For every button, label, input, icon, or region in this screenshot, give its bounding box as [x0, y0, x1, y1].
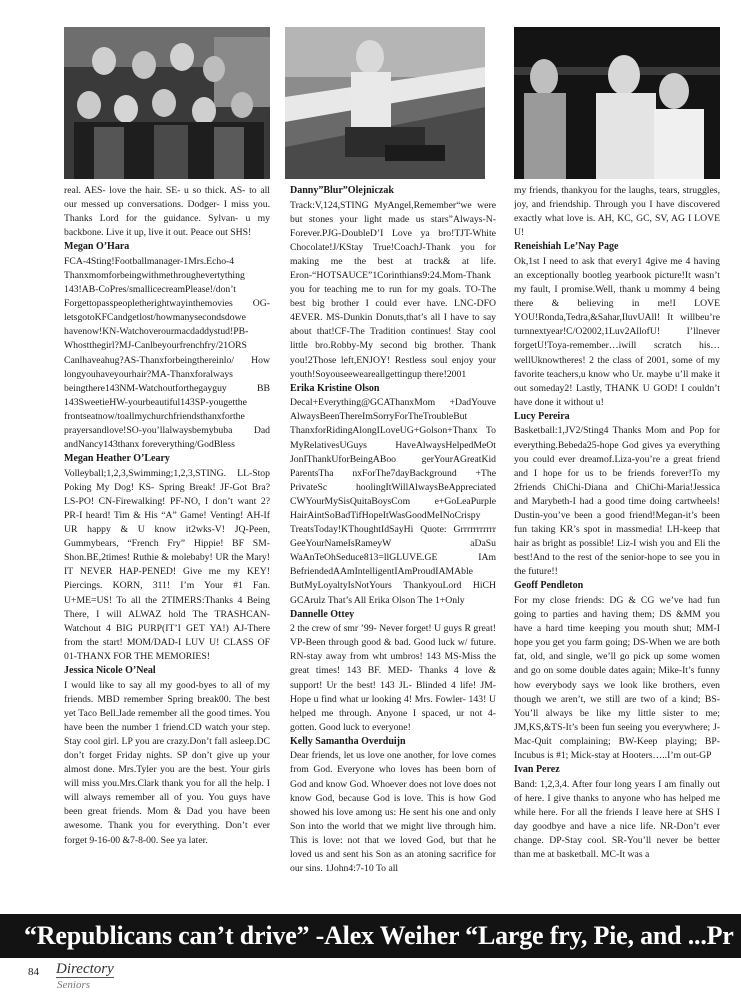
senior-name-heading: Megan Heather O’Leary: [64, 453, 170, 465]
senior-name-heading: Jessica Nicole O’Neal: [64, 665, 156, 676]
banner-quote-text: “Republicans can’t drive” -Alex Weiher “Large fry, Pie, and ...Pr: [24, 921, 734, 950]
page-number: 84: [28, 966, 39, 978]
senior-message-text: I would like to say all my good-byes to all of my friends. MBD remember Spring break00. The best yet Taco Bell.Jade remember all the good times. You have been the number 1 friend.CD watch your step. Stay cool girl. LP you are crazy.Don’t fall asleep.DC don’t forget Friday nights. SP don’t give up your almost done. Mrs.Tyler you are the best. Your girls will miss you.Mrs.Clark thank you for all the help. I will always remember all of you. You guys have been great friends. Mom & Dad you have been awesome. Thank you for everything. Don’t ever forget 9-16-00 &7-8-00. See ya later.: [64, 679, 270, 846]
senior-name-heading: Dannelle Ottey: [290, 608, 355, 620]
senior-message-text: Dear friends, let us love one another, for love comes from God. Everyone who loves has been born of God and know God. Whoever does not love does not know God, because God is love. This is how God showed his love among us: He sent his one and only Son into the world that we might live through him. This is love: not that we loved God, but that he loved us and sent his Son as an atoning sacrifice for our sins. 1John4:7-10 To all: [290, 750, 496, 875]
senior-name-heading: Erika Kristine Olson: [290, 382, 380, 394]
senior-message-text: Basketball:1,JV2/Sting4 Thanks Mom and Pop for everything.Bebeda25-hope God gives ya everything you could ever dreamof.Liza-you’re a great friend and I hope for us to be friends forever!To my 2friends ChiChi-Diana and ChiChi-Maria!Jessica and Marybeth-I had a good time doing cartwheels! Dustin-you’ve been a good friend!Megan-it’s been fun taking KR’s spot in massmedia! LH-keep that hair as bright as possible! Liz-I wish you and Eli the best!And to the rest of the senior-hope to see you in the future!!: [514, 425, 720, 578]
senior-message-text: real. AES- love the hair. SE- u so thick. AS- to all our messed up conversations. Dodger- I miss you. Thanks Lord for the guidance. Sylvan- u my backbone. Live it up, live it out. Peace out SHS!: [64, 185, 270, 239]
senior-name-heading: Lucy Pereira: [514, 410, 570, 422]
senior-message-text: For my close friends: DG & CG we’ve had fun going to parties and having them; DS &MM you have a hard time keeping you mouth shut; MM-I hope you get you farm going; DS-When we are both fat, old, and single, we’ll go pick up some women and go on some double dates again; Mike-It’s funny how everybody says we look like brothers, even though we aren’t, we still are two of a kind; BS-You’ll always be like my little sister to me; JM,KS,&TS-It’s been fun seeing you everywhere; J-Mac-Quit complaining; BW-Keep playing; BP-Incubus is #1; Mick-stay at Hooters…..I’m out-GP: [514, 594, 720, 761]
senior-name-heading: Megan O’Hara: [64, 241, 130, 253]
girl-on-track-photo: [285, 27, 485, 179]
senior-name-heading: Kelly Samantha Overduijn: [290, 735, 406, 747]
senior-name-heading: Ivan Perez: [514, 764, 560, 776]
senior-name-heading: Geoff Pendleton: [514, 580, 584, 592]
senior-name-heading: Danny”Blur”Olejniczak: [290, 185, 394, 196]
text-column-1: [64, 184, 270, 900]
text-column-2: [290, 184, 496, 900]
senior-message-text: my friends, thankyou for the laughs, tears, struggles, joy, and friendship. Through you I have discovered exactly what love is. AH, KC, GC, SV, AG I LOVE U!: [514, 185, 720, 239]
text-column-3: [514, 184, 720, 900]
section-title: Directory: [56, 961, 114, 977]
senior-message-text: Volleyball;1,2,3,Swimming;1,2,3,STING. LL-Stop Poking My Dog! KS- Spring Break! JF-Got Bra? LS-PO! CN-Firewalking! PF-NO, I don’t want 2? PR-I heard! Tim & His “A” Game! Venting! AH-If UR happy & U know it2wks-V! JQ-Peen, Gummybears, “French Fry” Hippie! BF SM-Shon.BE,2times! Ruthie & molebaby! UR the Mary! IT NEVER HAP-PENED! Give me my KEY! Piercings. KORN, 311! I’m Your #1 Fan. U+ME=US! To all the 2TIMERS:Thanks 4 Being There, I will ALWAZ hold The TRASHCAN-Watchout 4 BIG PURP(IT’I GET YA!) AJ-There from the start! MOM/DAD-I LUV U! CLASS OF 01-THANX FOR THE MEMORIES!: [64, 467, 270, 662]
friends-at-game-photo: [514, 27, 720, 179]
group-of-girls-photo: [64, 27, 270, 179]
senior-message-text: Decal+Everything@GCAThanxMom +DadYouve AlwaysBeenThereImSorryForTheTroubleBut ThanxforRidingAlongILoveUG+Golson+Thanx To MyRelativesUGuys HaveAlwaysHelpedMeOt JonIThankUforBeingABoo gerYourAGreatKid ParentsTha nxForThe7dayBackground +The PrivateSc hoolingItWillAlwaysBeAppreciated CWYourMySisQuitaBoysCom e+GoLeaPurple HairAintSoBadTifHopeItWasGoodMeINoCrispy TreatsToday!KThoughtIdSayHi Quote: Grrrrrrrrrrr GeeYourNameIsRameyW aDaSu WaAnTeOhSeduce813=llGLUVE.GE IAm BefriendedAAmIntelligentIAmProudIAMAble ButMyLoyaltyIsNotYours ThankyouLord HiCH GCArulz That’s All Erika Olson The 1+Only: [290, 397, 496, 606]
senior-message-text: 2 the crew of smr ’99- Never forget! U guys R great! VP-Been through good & bad. Good luck w/ future. RN-stay away from wht umbros! 143 MS-Miss the great times! 143 BF. MED- Thanks 4 love & support! Ur the best! 143 JL- Blinded 4 life! JM- Hope u find what ur looking 4! Mrs. Fowler- 143! U helped me through. Anyone I spaced, ur not 4-gotten. Good luck to everyone!: [290, 623, 496, 733]
senior-message-text: Band: 1,2,3,4. After four long years I am finally out of here. I give thanks to anyone who has helped me while here. For all the friends I leave here at SHS I day goodbye and have a nice life. NR-Don’t ever change. DP-Stay cool. SR-You’ll never be better than me at basketball. MC-It was a: [514, 778, 720, 861]
quote-banner: [0, 914, 741, 958]
senior-message-text: FCA-4Sting!Footballmanager-1Mrs.Echo-4 Thanxmomforbeingwithmethroughevertything 143!AB-CoPres/smallicecreamPlease!/don’t Forgettopasspeopletherightwayinthemovies OG-letsgotoKFCandgetlost/howmanysecondsdowe havenow!KN-Watchoverourmacdaddystud!PB-Whostthegirl?MJ-Canlbeyourfrenchfry/21ORS Canlhaveahug?AS-Thanxforbeingthereinlo/ How longyouhaveyourhair?MA-Thanxforalways beingthere143NM-Watchoutforthegayguy BB 143SweetieHW-yourbeautiful143SP-yougetthe frontseatnow/toallmychurchfriendsthanxforthe prayersandlove!SO-you’llalwaysbemybuba Dad andNancy143thanx foreverything/GodBless: [64, 255, 270, 451]
senior-message-text: Track:V,124,STING MyAngel,Remember“we were but stones your light made us stars”Always-N-Forever.PJG-DoubleD’I Love ya bro!TJT-White Chocolate!J/KStay True!CoachJ-Thank you for making me the best at track& at life. Eron-“HOTSAUCE”1Corinthians9:24.Mom-Thank you for teaching me to run for my goals. TO-The best big brother I could ever have. LNC-DFO 4EVER. MS-Dunkin Donuts,that’s all I have to say about that!CF-The Tradition continues! Stay cool little bro.Robby-My second big brother. Thank you!2Those left,ENJOY! Restless soul enjoy your youth!Soyouseeweareallgettingup there!2001: [290, 199, 496, 380]
senior-name-heading: Reneishiah Le’Nay Page: [514, 241, 619, 253]
section-subtitle: Seniors: [57, 979, 90, 991]
senior-message-text: Ok,1st I need to ask that every1 4give me 4 having an exceptionally bootleg yearbook picture!It wasn’t my fault, I promise.Well, thank u mommy 4 being there & believing in me!I LOVE YOU!Ronda,Tedra,&Sahar,IluvUAll! It willbeu’re turnnextyear!C/O2002,1Luv2AllofU! I’llnever forgetU!Toya-remember…iwill scratch his…wellUknowtheres! 2 the class of 2001, some of my favorite teachers,u know who Ur. maybe u’ll make it out someday2! Lastly, THANK U GOD! I couldn’t have done it without u!: [514, 255, 720, 408]
